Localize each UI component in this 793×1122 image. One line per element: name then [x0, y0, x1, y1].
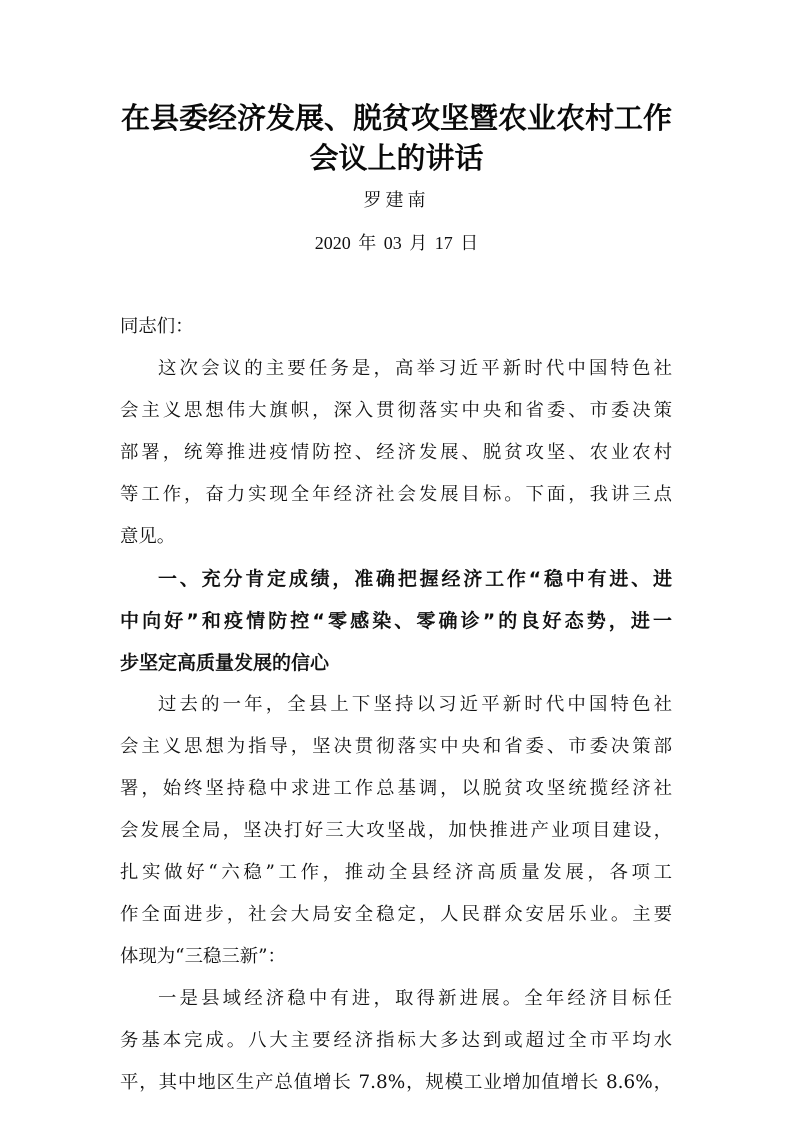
- paragraph-2-line-7: 体现为“三稳三新”：: [120, 946, 286, 967]
- section-heading-line-1: 一、充分肯定成绩，准确把握经济工作“稳中有进、进: [158, 568, 672, 590]
- paragraph-1-line-1: 这次会议的主要任务是，高举习近平新时代中国特色社: [158, 358, 672, 379]
- paragraph-2-line-6: 作全面进步，社会大局安全稳定，人民群众安居乐业。主要: [120, 904, 672, 925]
- paragraph-1-line-5: 意见。: [120, 526, 176, 547]
- document-title-line-2: 会议上的讲话: [309, 141, 484, 175]
- document-title-line-1: 在县委经济发展、脱贫攻坚暨农业农村工作: [120, 101, 672, 135]
- paragraph-1-line-3: 部署，统筹推进疫情防控、经济发展、脱贫攻坚、农业农村: [120, 442, 672, 463]
- paragraph-3-line-3: 平，其中地区生产总值增长 7.8%，规模工业增加值增长 8.6%，: [120, 1072, 672, 1093]
- paragraph-1-line-2: 会主义思想伟大旗帜，深入贯彻落实中央和省委、市委决策: [120, 400, 672, 421]
- document-author: 罗建南: [363, 190, 430, 211]
- paragraph-2-line-1: 过去的一年，全县上下坚持以习近平新时代中国特色社: [158, 694, 672, 715]
- document-date: 2020 年 03 月 17 日: [314, 233, 479, 253]
- paragraph-3-line-2: 务基本完成。八大主要经济指标大多达到或超过全市平均水: [120, 1030, 672, 1051]
- paragraph-2-line-5: 扎实做好“六稳”工作，推动全县经济高质量发展，各项工: [120, 862, 672, 883]
- paragraph-2-line-3: 署，始终坚持稳中求进工作总基调，以脱贫攻坚统揽经济社: [120, 778, 672, 799]
- section-heading-line-2: 中向好”和疫情防控“零感染、零确诊”的良好态势，进一: [120, 610, 672, 632]
- paragraph-1-line-4: 等工作，奋力实现全年经济社会发展目标。下面，我讲三点: [120, 484, 672, 505]
- paragraph-2-line-4: 会发展全局，坚决打好三大攻坚战，加快推进产业项目建设，: [120, 820, 672, 841]
- paragraph-3-line-1: 一是县域经济稳中有进，取得新进展。全年经济目标任: [158, 988, 672, 1009]
- section-heading-line-3: 步坚定高质量发展的信心: [120, 652, 330, 674]
- salutation: 同志们：: [120, 316, 194, 337]
- paragraph-2-line-2: 会主义思想为指导，坚决贯彻落实中央和省委、市委决策部: [120, 736, 672, 757]
